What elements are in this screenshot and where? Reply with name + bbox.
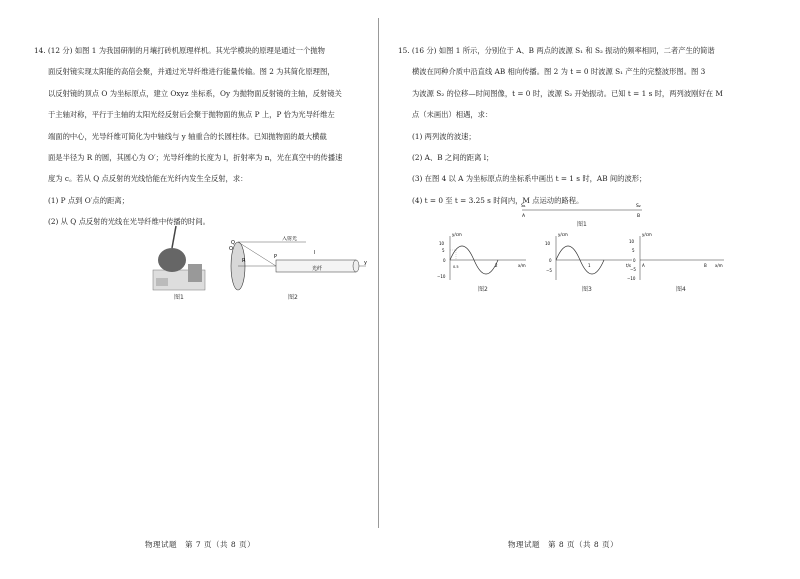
- label-Q: Q: [231, 240, 235, 246]
- q15-sub-3: (3) 在图 4 以 A 为坐标原点的坐标系中画出 t = 1 s 时，AB 间的波形；: [412, 174, 647, 184]
- q14-sub-2: (2) 从 Q 点反射的光线在光导纤维中传播的时间。: [48, 217, 210, 227]
- machine-part: [156, 278, 168, 286]
- q15-fig4-caption: 图4: [676, 286, 686, 293]
- q15-line-3: 为波源 S₂ 的位移—时间图像，t = 0 时，波源 S₂ 开始振动。已知 t = 1 s 时，两列波刚好在 M: [412, 88, 723, 98]
- fiber-end: [353, 260, 359, 272]
- label-S1: S₁: [521, 204, 526, 209]
- q14-line-7: 度为 c。若从 Q 点反射的光线恰能在光纤内发生全反射，求：: [48, 174, 248, 184]
- label-l: l: [314, 250, 316, 256]
- fig2-tick-10: 10: [439, 241, 445, 246]
- fig3-tick-10: 10: [545, 241, 551, 246]
- page-footer-right: 物理试题 第 8 页（共 8 页）: [508, 540, 619, 549]
- fig2-ylabel: y/cm: [452, 232, 462, 237]
- label-O: O: [229, 246, 233, 252]
- q14-line-3: 以反射镜的顶点 O 为坐标原点，建立 Oxyz 坐标系，Oy 为抛物面反射镜的主轴，反射镜关: [48, 88, 342, 98]
- fig2-tick-0: 0: [443, 258, 446, 263]
- fig4-ylabel: y/cm: [642, 232, 652, 237]
- q15-sub-2: (2) A、B 之间的距离 l；: [412, 153, 494, 163]
- q15-line-1: 15. (16 分) 如图 1 所示，分别位于 A、B 两点的波源 S₁ 和 S₂ 振动的频率相同，二者产生的简谐: [398, 46, 715, 55]
- q14-line-4: 于主轴对称，平行于主轴的太阳光经反射后会聚于抛物面的焦点 P 上，P 恰为光导纤维左: [48, 110, 335, 120]
- fig4-xlabel: x/m: [715, 263, 723, 268]
- fig3-xlabel: t/s: [626, 263, 631, 268]
- q15-sub-1: (1) 两列波的波速；: [412, 131, 476, 141]
- column-divider: [378, 18, 379, 528]
- fig2-tick-5: 5: [442, 248, 445, 253]
- q14-line-6: 面是半径为 R 的圆，其圆心为 O′；光导纤维的长度为 l，折射率为 n，光在真空中的传播速: [48, 153, 343, 163]
- fig3-tick-t1: 1: [588, 263, 591, 268]
- label-R: R: [242, 258, 246, 264]
- q15-figure-1: [512, 200, 652, 230]
- fig4-tick-0: 0: [633, 258, 636, 263]
- question-15: [398, 40, 743, 211]
- q14-figure-2: [226, 236, 372, 302]
- machine-box: [188, 264, 202, 282]
- machine-arm: [172, 226, 176, 248]
- label-S2: S₂: [636, 204, 641, 209]
- fig4-point-B: B: [704, 263, 707, 268]
- label-P: P: [274, 254, 278, 260]
- machine-mirror: [158, 248, 186, 272]
- q15-fig2-caption: 图2: [478, 286, 488, 293]
- question-14: [34, 40, 379, 233]
- q14-fig2-caption: 图2: [288, 294, 298, 301]
- fig2-tick-x1: 0.5: [453, 265, 459, 269]
- fig4-tick-neg5: −5: [630, 267, 636, 272]
- q15-sub-4: (4) t = 0 至 t = 3.25 s 时间内，M 点运动的路程。: [412, 195, 584, 205]
- fig2-tick-neg10: −10: [437, 274, 446, 279]
- label-B: B: [637, 214, 641, 219]
- q15-line-2: 横波在同种介质中沿直线 AB 相向传播。图 2 为 t = 0 时波源 S₁ 产生的完整波形图。图 3: [412, 67, 706, 77]
- fig4-tick-10: 10: [629, 239, 635, 244]
- q15-fig3-caption: 图3: [582, 286, 592, 293]
- q14-sub-1: (1) P 点到 O′点的距离；: [48, 195, 129, 205]
- page-footer-left: 物理试题 第 7 页（共 8 页）: [145, 540, 256, 549]
- fig3-ylabel: y/cm: [558, 232, 568, 237]
- q15-figure-4: [620, 230, 730, 294]
- q14-figure-1: [148, 222, 220, 302]
- fig3-tick-neg5: −5: [546, 268, 552, 273]
- q15-figure-2: [430, 230, 530, 294]
- q14-fig1-caption: 图1: [174, 294, 184, 301]
- label-A: A: [522, 214, 526, 219]
- label-y: y: [364, 260, 367, 266]
- q15-line-4: 点（未画出）相遇，求：: [412, 110, 493, 120]
- q14-line-5: 端面的中心，光导纤维可简化为中轴线与 y 轴重合的长圆柱体。已知抛物面的最大横截: [48, 131, 327, 141]
- fig4-point-A: A: [642, 263, 645, 268]
- fig2-tick-x2: 2: [495, 263, 498, 268]
- q14-line-1: 14. (12 分) 如图 1 为我国研制的月壤打砖机原理样机。其光学模块的原理是通过一个抛物: [34, 46, 325, 55]
- q14-line-2: 面反射镜实现太阳能的高倍会聚，并通过光导纤维进行能量传输。图 2 为其简化原理图，: [48, 67, 335, 77]
- q15-fig1-caption: 图1: [577, 221, 587, 228]
- label-fiber: 光纤: [312, 266, 323, 272]
- fig4-tick-5: 5: [632, 248, 635, 253]
- fig2-xlabel: x/m: [518, 263, 526, 268]
- fig4-tick-neg10: −10: [627, 276, 636, 281]
- label-incident: 入射光: [282, 236, 298, 242]
- fig3-tick-0: 0: [549, 258, 552, 263]
